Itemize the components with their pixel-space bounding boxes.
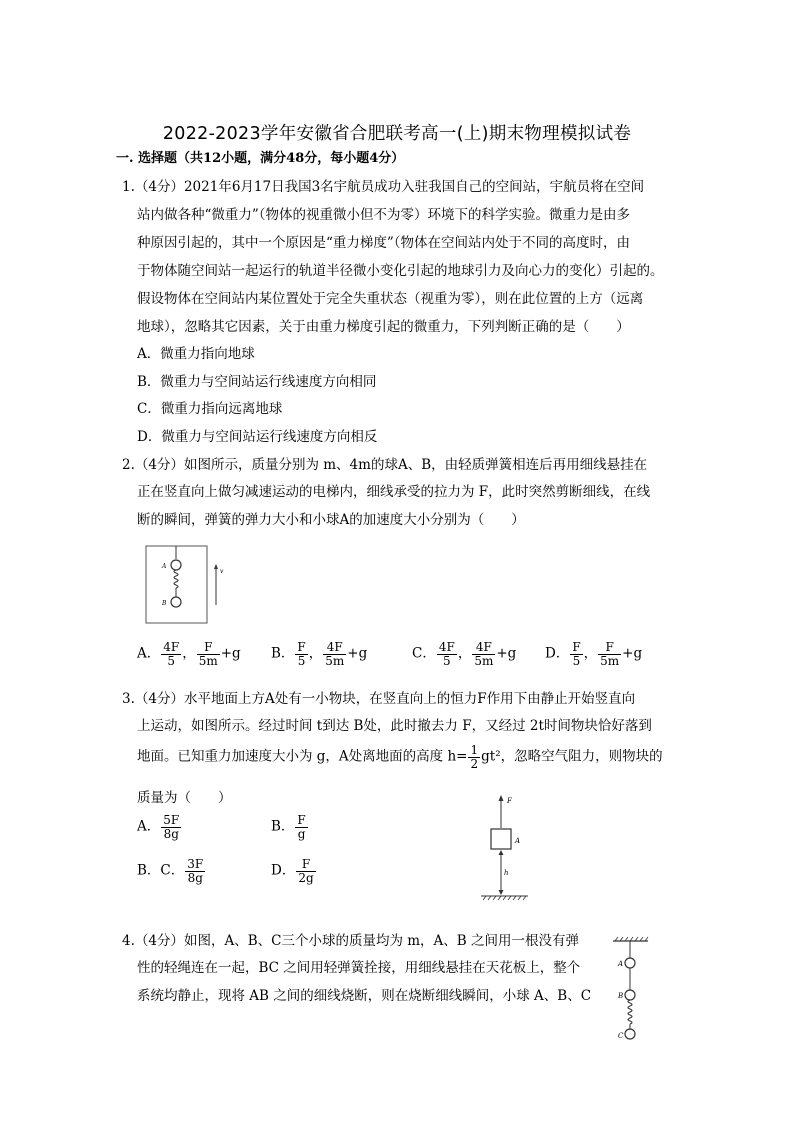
frac-num: F	[297, 640, 306, 654]
force-label: F	[507, 797, 512, 805]
frac-den: 8g	[187, 870, 203, 885]
option-label: C．	[412, 645, 436, 662]
frac-den: 5m	[474, 653, 494, 668]
q2-line: 正在竖直向上做匀减速运动的电梯内，细线承受的拉力为 F，此时突然剪断细线，在线	[137, 484, 651, 500]
frac-den: 8g	[163, 826, 179, 841]
q1-option-d[interactable]: D．微重力与空间站运行线速度方向相反	[137, 429, 378, 445]
option-label: A．	[137, 645, 161, 662]
frac-den: 5	[297, 653, 306, 668]
frac-num: 3F	[187, 857, 204, 871]
q1-option-b[interactable]: B．微重力与空间站运行线速度方向相同	[137, 374, 377, 390]
q3-line3-post: gt²，忽略空气阻力，则物块的	[481, 748, 663, 765]
frac-den: 5m	[600, 653, 620, 668]
frac-num: 4F	[163, 640, 180, 654]
q1-line: 地球），忽略其它因素，关于由重力梯度引起的微重力，下列判断正确的是（ ）	[137, 319, 630, 335]
frac-den: 5	[167, 653, 176, 668]
option-label: D．	[545, 645, 570, 662]
label-b: B	[162, 600, 167, 607]
separator: ，	[457, 645, 472, 662]
frac-den: g	[297, 826, 306, 841]
separator: ，	[182, 645, 196, 662]
section-heading: 一. 选择题（共12小题，满分48分，每小题4分）	[116, 151, 405, 166]
frac-num: F	[296, 858, 315, 872]
block-label: A	[515, 837, 521, 845]
height-label: h	[504, 869, 509, 877]
q3-option-a[interactable]	[137, 814, 182, 840]
frac-den: 5m	[325, 653, 345, 668]
option-label: B．	[271, 818, 295, 835]
q3-line3-pre: 地面。已知重力加速度大小为 g，A处离地面的高度 h=	[137, 748, 468, 765]
q2-option-a[interactable]	[137, 641, 241, 667]
q3-option-d[interactable]	[271, 858, 317, 884]
block-figure	[478, 792, 538, 904]
frac-den: 5	[443, 653, 451, 668]
frac-den: 5	[572, 653, 581, 668]
q1-line: 种原因引起的，其中一个原因是“重力梯度”（物体在空间站内处于不同的高度时，由	[137, 235, 631, 251]
q1-line: 站内做各种“微重力”（物体的视重微小但不为零）环境下的科学实验。微重力是由多	[137, 207, 631, 223]
option-label: A．	[137, 818, 161, 835]
page-title: 2022-2023学年安徽省合肥联考高一(上)期末物理模拟试卷	[162, 124, 632, 144]
q1-line: 于物体随空间站一起运行的轨道半径微小变化引起的地球引力及向心力的变化）引起的。	[137, 263, 664, 279]
q3-line: 上运动，如图所示。经过时间 t到达 B处，此时撤去力 F，又经过 2t时间物块恰好落到	[137, 718, 652, 734]
q3-line: 3.（4分）水平地面上方A处有一小物块，在竖直向上的恒力F作用下由静止开始竖直向	[122, 691, 636, 707]
q1-option-c[interactable]: C．微重力指向远离地球	[137, 401, 283, 417]
frac-num: F	[297, 813, 306, 827]
q2-option-d[interactable]	[545, 641, 642, 667]
q2-option-b[interactable]	[271, 641, 367, 667]
ball-a-label: A	[618, 960, 624, 968]
tail: +g	[622, 645, 643, 662]
frac-num: 4F	[323, 641, 346, 655]
frac-num: 5F	[163, 813, 180, 827]
option-label: D．	[271, 862, 296, 879]
tail: +g	[496, 645, 517, 662]
q3-line: 质量为（ ）	[137, 790, 232, 806]
q4-line: 性的轻绳连在一起，BC 之间用轻弹簧拴接，用细线悬挂在天花板上，整个	[137, 960, 581, 976]
frac-num: F	[197, 641, 220, 655]
separator: ，	[308, 645, 323, 662]
q2-line: 2.（4分）如图所示，质量分别为 m、4m的球A、B，由轻质弹簧相连后再用细线悬挂在	[122, 457, 648, 473]
frac-den: 5m	[198, 653, 218, 668]
q3-line	[137, 744, 663, 770]
ceiling-figure	[610, 935, 652, 1045]
tail: +g	[347, 645, 368, 662]
q1-option-a[interactable]: A．微重力指向地球	[137, 346, 255, 362]
q4-line: 系统均静止，现将 AB 之间的细线烧断，则在烧断细线瞬间，小球 A、B、C	[137, 988, 592, 1004]
q3-option-c[interactable]	[137, 858, 206, 884]
q1-line: 1.（4分）2021年6月17日我国3名宇航员成功入驻我国自己的空间站，宇航员将在空间	[122, 179, 645, 195]
frac-num: 4F	[438, 640, 455, 654]
q2-line: 断的瞬间，弹簧的弹力大小和小球A的加速度大小分别为（ ）	[137, 512, 525, 528]
elevator-figure	[145, 545, 224, 625]
frac-num: F	[572, 640, 581, 654]
label-a: A	[162, 563, 167, 570]
separator: ，	[583, 645, 598, 662]
q3-option-b[interactable]	[271, 814, 309, 840]
option-label: B．C．	[137, 862, 185, 879]
ball-b-label: B	[618, 992, 624, 1000]
q2-option-c[interactable]	[412, 641, 516, 667]
ball-c-label: C	[618, 1032, 624, 1040]
tail: +g	[220, 645, 241, 662]
frac-num: 1	[470, 743, 479, 757]
frac-den: 2g	[298, 870, 314, 885]
q4-line: 4.（4分）如图，A、B、C三个小球的质量均为 m，A、B 之间用一根没有弹	[122, 933, 580, 949]
velocity-label: v	[220, 568, 224, 575]
frac-num: F	[598, 641, 621, 655]
option-label: B．	[271, 645, 295, 662]
frac-den: 2	[470, 756, 479, 771]
frac-num: 4F	[472, 641, 495, 655]
q1-line: 假设物体在空间站内某位置处于完全失重状态（视重为零），则在此位置的上方（远离	[137, 291, 644, 307]
